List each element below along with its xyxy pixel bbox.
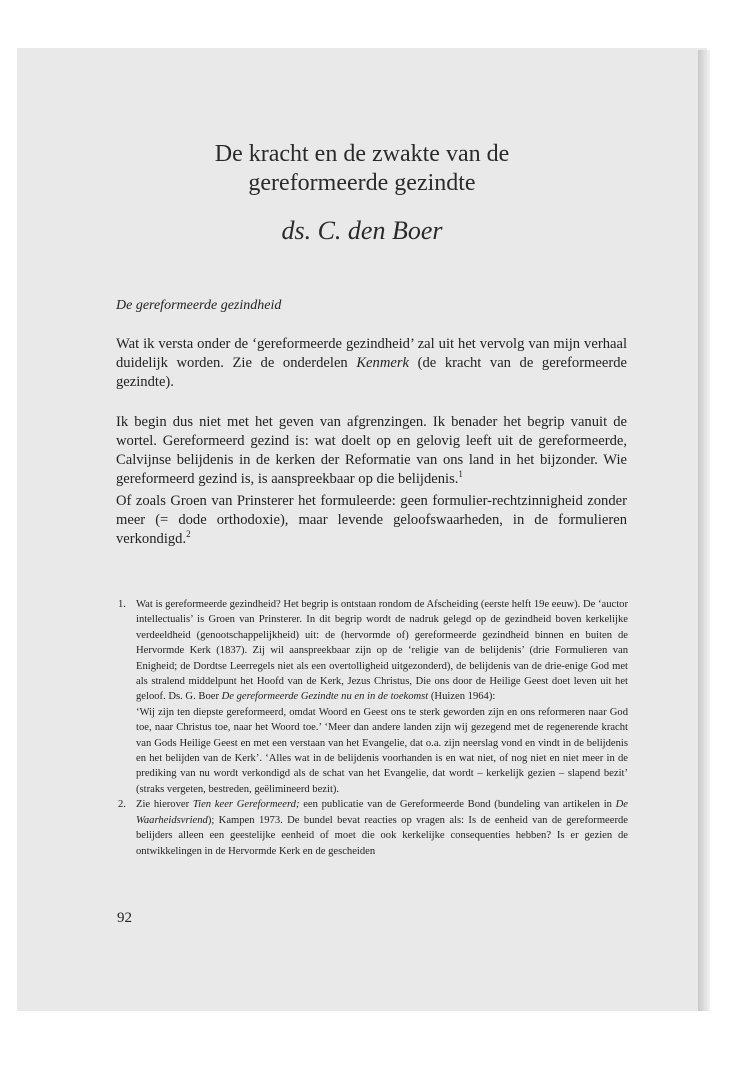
paragraph-3-text: Of zoals Groen van Prinsterer het formuleerde: geen formulier-rechtzinnigheid zonder meer (= dode orthodoxie), maar levende geloofswaarheden, in de formulieren verkondigd. — [116, 493, 627, 547]
footnote-1-number: 1. — [118, 599, 126, 610]
page-number: 92 — [117, 910, 132, 926]
footnote-2-number: 2. — [118, 799, 126, 811]
footnote-2-text-b: een publicatie van de Gereformeerde Bond (bundeling van artikelen in — [299, 799, 616, 811]
footnote-1-italic: De gereformeerde Gezindte nu en in de toekomst — [221, 691, 429, 703]
footnote-2-text-a: Zie hierover — [136, 799, 193, 811]
footnote-1-quote: ‘Wij zijn ten diepste gereformeerd, omdat Woord en Geest ons te sterk geworden zijn en ons reformeren naar God toe, naar Christus toe, naar het Woord toe.’ ‘Meer dan andere landen zijn wij gezegend met de regenerende kracht van Gods Heilige Geest en met een verstaan van het Evangelie, dat o.a. zijn neerslag vond en vindt in de belijdenis en het belijden van de Kerk’. ‘Alles wat in de belijdenis voorhanden is en wat niet, of nog niet en niet meer in de prediking van nu wordt verkondigd als de schat van het Evangelie, dat wordt – kerkelijk gezien – slapend bezit’ (straks vergeten, bestreden, geëlimineerd bezit). — [136, 706, 628, 795]
footnote-1 — [118, 597, 628, 797]
paragraph-1-text-b: (de kracht van de gereformeerde gezindte). — [116, 355, 627, 390]
footnote-2-italic-1: Tien keer Gereformeerd; — [192, 799, 300, 811]
paragraph-1-text-a: Wat ik versta onder de ‘gereformeerde gezindheid’ zal uit het vervolg van mijn verhaal duidelijk worden. Zie de onderdelen — [116, 336, 627, 371]
paragraph-2 — [116, 413, 627, 489]
footnote-2-text-c: ); Kampen 1973. De bundel bevat reacties op vragen als: Is de eenheid van de gereformeerde belijders alleen een geestelijke eenheid of moet die ook kerkelijke consequenties hebben? Is er gezien de ontwikkelingen in de Hervormde Kerk en de gescheiden — [136, 814, 628, 857]
footnote-1-text-b: (Huizen 1964): — [428, 691, 496, 703]
paragraph-1-italic: Kenmerk — [356, 355, 410, 371]
title-line-2: gereformeerde gezindte — [248, 170, 476, 196]
paragraph-2-text: Ik begin dus niet met het geven van afgrenzingen. Ik benader het begrip vanuit de wortel. Gereformeerd gezind is: wat doelt op en gelovig leeft uit de gereformeerde, Calvijnse belijdenis in de kerken der Reformatie van ons land in het bijzonder. Wie gereformeerd gezind is, is aanspreekbaar op die belijdenis. — [116, 414, 627, 487]
footnote-2 — [118, 797, 628, 859]
section-heading: De gereformeerde gezindheid — [116, 298, 282, 313]
article-title — [17, 140, 707, 198]
footnote-2-italic-2: De Waarheidsvriend — [136, 799, 628, 826]
title-line-1: De kracht en de zwakte van de — [214, 141, 510, 167]
footnote-ref-1: 1 — [458, 469, 463, 480]
footnote-ref-2: 2 — [186, 529, 191, 540]
footnotes — [118, 597, 628, 859]
paragraph-3 — [116, 492, 627, 549]
author-name: ds. C. den Boer — [281, 216, 443, 245]
paragraph-1 — [116, 335, 627, 392]
footnote-1-text-a: Wat is gereformeerde gezindheid? Het begrip is ontstaan rondom de Afscheiding (eerste helft 19e eeuw). De ‘auctor intellectualis’ is Groen van Prinsterer. In dit begrip wordt de nadruk gelegd op de gezindheid boven kerkelijke verdeeldheid (genootschappelijkheid) uit: de (hervormde of) gereformeerde gezindheid binnen en buiten de Hervormde Kerk (1837). Zij wil aanspreekbaar zijn op de ‘religie van de belijdenis’ (drie Formulieren van Enigheid; de Dordtse Leerregels niet als een overtolligheid uitgezonderd), de belijdenis van de drie-enige God met als stralend middelpunt het Hoofd van de Kerk, Jezus Christus, Die ons door de Heilige Geest doet leven uit het geloof. Ds. G. Boer — [136, 599, 628, 703]
